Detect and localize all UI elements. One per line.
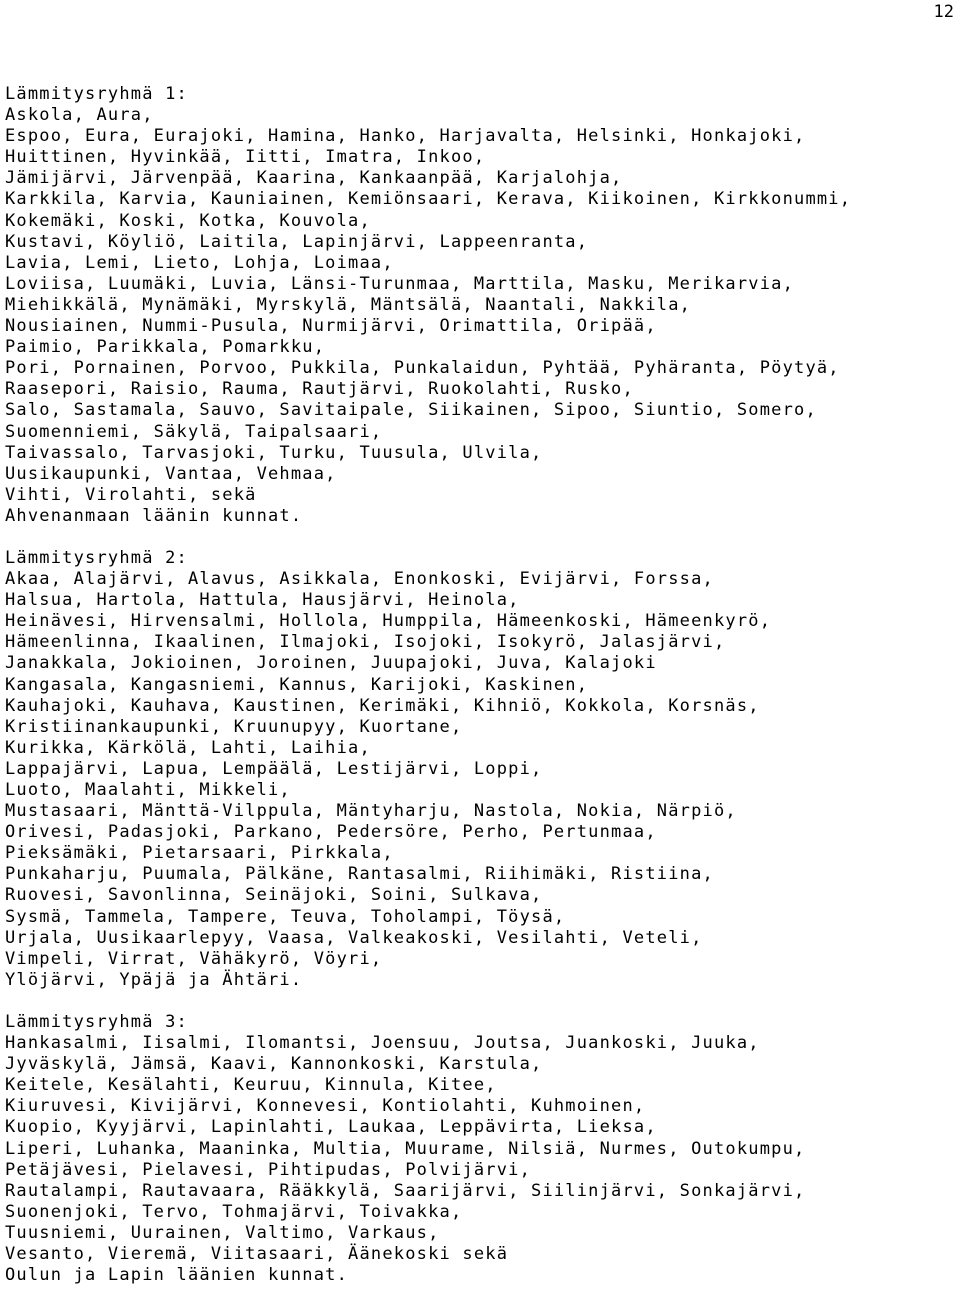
municipality-line: Tuusniemi, Uurainen, Valtimo, Varkaus, — [5, 1222, 440, 1243]
heating-group-3 — [5, 1012, 955, 1286]
municipality-line: Janakkala, Jokioinen, Joroinen, Juupajoki, Juva, Kalajoki — [5, 653, 657, 674]
municipality-line: Huittinen, Hyvinkää, Iitti, Imatra, Inkoo, — [5, 147, 486, 168]
municipality-line: Heinävesi, Hirvensalmi, Hollola, Humppila, Hämeenkoski, Hämeenkyrö, — [5, 611, 772, 632]
municipality-line: Kustavi, Köyliö, Laitila, Lapinjärvi, Lappeenranta, — [5, 231, 589, 252]
municipality-line: Suonenjoki, Tervo, Tohmajärvi, Toivakka, — [5, 1201, 463, 1222]
municipality-line: Kiuruvesi, Kivijärvi, Konnevesi, Kontiolahti, Kuhmoinen, — [5, 1096, 646, 1117]
municipality-line: Salo, Sastamala, Sauvo, Savitaipale, Siikainen, Sipoo, Siuntio, Somero, — [5, 400, 817, 421]
municipality-line: Pori, Pornainen, Porvoo, Pukkila, Punkalaidun, Pyhtää, Pyhäranta, Pöytyä, — [5, 358, 840, 379]
municipality-line: Punkaharju, Puumala, Pälkäne, Rantasalmi, Riihimäki, Ristiina, — [5, 864, 714, 885]
municipality-line: Petäjävesi, Pielavesi, Pihtipudas, Polvijärvi, — [5, 1159, 532, 1180]
municipality-line: Keitele, Kesälahti, Keuruu, Kinnula, Kitee, — [5, 1075, 497, 1096]
municipality-line: Kurikka, Kärkölä, Lahti, Laihia, — [5, 737, 371, 758]
municipality-line: Pieksämäki, Pietarsaari, Pirkkala, — [5, 843, 394, 864]
municipality-line: Vimpeli, Virrat, Vähäkyrö, Vöyri, — [5, 948, 383, 969]
municipality-line: Karkkila, Karvia, Kauniainen, Kemiönsaari, Kerava, Kiikoinen, Kirkkonummi, — [5, 189, 852, 210]
document-body — [5, 84, 955, 1307]
municipality-line: Lavia, Lemi, Lieto, Lohja, Loimaa, — [5, 252, 394, 273]
municipality-line: Jyväskylä, Jämsä, Kaavi, Kannonkoski, Karstula, — [5, 1054, 543, 1075]
municipality-line: Uusikaupunki, Vantaa, Vehmaa, — [5, 463, 337, 484]
municipality-line: Raasepori, Raisio, Rauma, Rautjärvi, Ruokolahti, Rusko, — [5, 379, 634, 400]
municipality-line: Orivesi, Padasjoki, Parkano, Pedersöre, Perho, Pertunmaa, — [5, 822, 657, 843]
municipality-line: Taivassalo, Tarvasjoki, Turku, Tuusula, Ulvila, — [5, 442, 543, 463]
group-heading: Lämmitysryhmä 3: — [5, 1011, 188, 1032]
municipality-line: Espoo, Eura, Eurajoki, Hamina, Hanko, Harjavalta, Helsinki, Honkajoki, — [5, 126, 806, 147]
heating-group-2 — [5, 548, 955, 991]
municipality-line: Urjala, Uusikaarlepyy, Vaasa, Valkeakoski, Vesilahti, Veteli, — [5, 927, 703, 948]
municipality-line: Vihti, Virolahti, sekä — [5, 484, 257, 505]
municipality-line: Paimio, Parikkala, Pomarkku, — [5, 337, 326, 358]
municipality-line: Nousiainen, Nummi-Pusula, Nurmijärvi, Orimattila, Oripää, — [5, 316, 657, 337]
municipality-line: Hämeenlinna, Ikaalinen, Ilmajoki, Isojoki, Isokyrö, Jalasjärvi, — [5, 632, 726, 653]
municipality-line: Sysmä, Tammela, Tampere, Teuva, Toholampi, Töysä, — [5, 906, 566, 927]
municipality-line: Kuopio, Kyyjärvi, Lapinlahti, Laukaa, Leppävirta, Lieksa, — [5, 1117, 657, 1138]
municipality-line: Askola, Aura, — [5, 105, 154, 126]
municipality-line: Miehikkälä, Mynämäki, Myrskylä, Mäntsälä, Naantali, Nakkila, — [5, 294, 692, 315]
municipality-line: Loviisa, Luumäki, Luvia, Länsi-Turunmaa, Marttila, Masku, Merikarvia, — [5, 273, 795, 294]
municipality-line: Suomenniemi, Säkylä, Taipalsaari, — [5, 421, 383, 442]
municipality-line: Akaa, Alajärvi, Alavus, Asikkala, Enonkoski, Evijärvi, Forssa, — [5, 569, 714, 590]
municipality-line: Lappajärvi, Lapua, Lempäälä, Lestijärvi, Loppi, — [5, 758, 543, 779]
municipality-line: Ylöjärvi, Ypäjä ja Ähtäri. — [5, 969, 303, 990]
municipality-line: Rautalampi, Rautavaara, Rääkkylä, Saarijärvi, Siilinjärvi, Sonkajärvi, — [5, 1180, 806, 1201]
municipality-line: Oulun ja Lapin läänien kunnat. — [5, 1265, 349, 1286]
page-number: 12 — [933, 2, 954, 22]
municipality-line: Vesanto, Vieremä, Viitasaari, Äänekoski sekä — [5, 1243, 509, 1264]
heating-group-1 — [5, 84, 955, 527]
municipality-line: Kokemäki, Koski, Kotka, Kouvola, — [5, 210, 371, 231]
municipality-line: Hankasalmi, Iisalmi, Ilomantsi, Joensuu, Joutsa, Juankoski, Juuka, — [5, 1033, 760, 1054]
group-heading: Lämmitysryhmä 2: — [5, 547, 188, 568]
municipality-line: Jämijärvi, Järvenpää, Kaarina, Kankaanpää, Karjalohja, — [5, 168, 623, 189]
group-heading: Lämmitysryhmä 1: — [5, 84, 188, 104]
municipality-line: Liperi, Luhanka, Maaninka, Multia, Muurame, Nilsiä, Nurmes, Outokumpu, — [5, 1138, 806, 1159]
municipality-line: Kristiinankaupunki, Kruunupyy, Kuortane, — [5, 716, 463, 737]
municipality-line: Kauhajoki, Kauhava, Kaustinen, Kerimäki, Kihniö, Kokkola, Korsnäs, — [5, 695, 760, 716]
municipality-line: Mustasaari, Mänttä-Vilppula, Mäntyharju, Nastola, Nokia, Närpiö, — [5, 801, 737, 822]
municipality-line: Halsua, Hartola, Hattula, Hausjärvi, Heinola, — [5, 590, 520, 611]
municipality-line: Luoto, Maalahti, Mikkeli, — [5, 780, 291, 800]
municipality-line: Ahvenanmaan läänin kunnat. — [5, 505, 303, 526]
municipality-line: Kangasala, Kangasniemi, Kannus, Karijoki, Kaskinen, — [5, 674, 589, 695]
municipality-line: Ruovesi, Savonlinna, Seinäjoki, Soini, Sulkava, — [5, 885, 543, 906]
